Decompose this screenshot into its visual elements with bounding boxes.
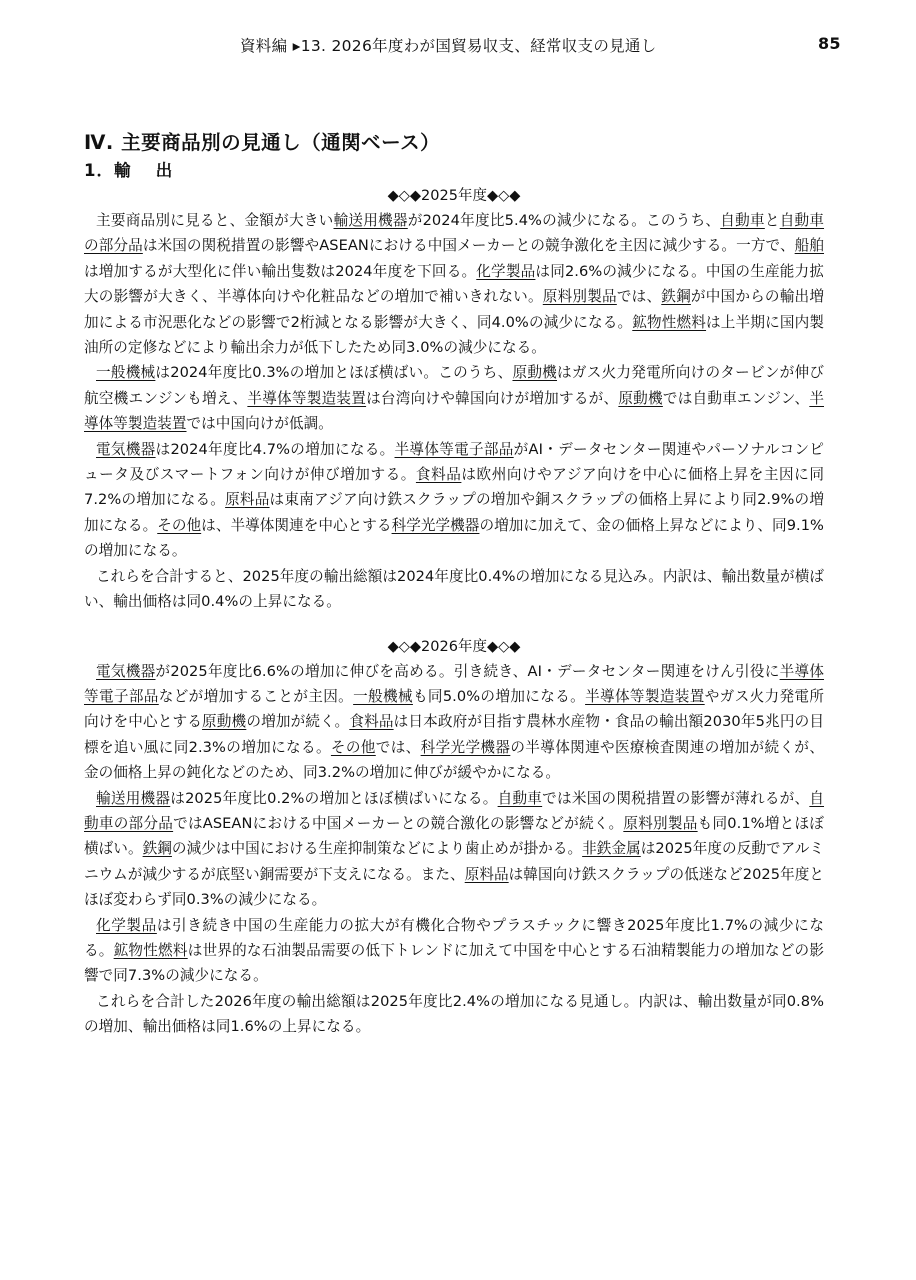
commodity-term: 原料品 [225,491,270,509]
text-run: は2025年度比0.2%の増加とほぼ横ばいになる。 [170,789,498,807]
text-run: は、半導体関連を中心とする [201,516,392,534]
page-number: 85 [818,34,841,53]
text-run: では米国の関税措置の影響が薄れるが、 [542,789,810,807]
paragraph [84,786,824,913]
text-run: が2025年度比6.6%の増加に伸びを高める。引き続き、AI・データセンター関連をけん引役に [155,662,780,680]
text-run: の半導体関連や医療検査関連の増加が続くが、金の価格上昇の鈍化などのため、同3.2%の増加に伸びが緩やかになる。 [84,738,825,782]
commodity-term: 自動車の部分品 [84,789,825,832]
commodity-term: 鉱物性燃料 [113,941,188,959]
commodity-term: 輸送用機器 [333,212,408,229]
text-run: も同5.0%の増加になる。 [412,687,586,705]
paragraph [84,208,824,360]
commodity-term: 自動車 [497,789,543,807]
text-run: ではASEANにおける中国メーカーとの競合激化の影響などが続く。 [173,814,624,832]
text-run: は増加するが大型化に伴い輸出隻数は2024年度を下回る。 [84,262,477,280]
text-run: は韓国向け鉄スクラップの低迷など2025年度とほぼ変わらず同0.3%の減少になる。 [84,865,825,909]
commodity-term: 鉄鋼 [661,288,691,306]
text-run: は欧州向けやアジア向けを中心に価格上昇を主因に同7.2%の増加になる。 [84,466,824,509]
commodity-term: 自動車の部分品 [84,212,825,255]
text-run: は引き続き中国の生産能力の拡大が有機化合物やプラスチックに響き2025年度比1.7%の減少になる。 [84,916,825,959]
commodity-term: 化学製品 [476,262,536,280]
commodity-term: 鉱物性燃料 [632,313,707,331]
text-run: が中国からの輸出増加による市況悪化などの影響で2桁減となる影響が大きく、同4.0%の減少になる。 [84,288,825,331]
text-run: は同2.6%の減少になる。中国の生産能力拡大の影響が大きく、半導体向けや化粧品などの増加で補いきれない。 [84,262,824,306]
text-run: は世界的な石油製品需要の低下トレンドに加えて中国を中心とする石油精製能力の増加などの影響で同7.3%の減少になる。 [84,941,824,985]
year-2026-heading: ◆◇◆2026年度◆◇◆ [387,638,521,655]
commodity-term: 非鉄金属 [582,840,641,858]
subsection-title: 1．輸 出 [84,161,174,180]
commodity-term: 輸送用機器 [96,789,171,807]
text-run: 主要商品別に見ると、金額が大きい [96,212,334,229]
text-run: では、 [375,738,421,756]
text-run: がAI・データセンター関連やパーソナルコンピュータ及びスマートフォン向けが伸び増加する。 [84,440,824,484]
text-run: これらを合計した2026年度の輸出総額は2025年度比2.4%の増加になる見通し。内訳は、輸出数量が同0.8%の増加、輸出価格は同1.6%の上昇になる。 [84,992,824,1036]
text-run: の減少は中国における生産抑制策などにより歯止めが掛かる。 [171,840,583,858]
text-run: は東南アジア向け鉄スクラップの増加や銅スクラップの価格上昇により同2.9%の増加になる。 [84,491,824,534]
commodity-term: 自動車 [720,212,765,229]
text-run: はガス火力発電所向けのタービンが伸び航空機エンジンも増え、 [84,364,825,407]
text-run: では、 [616,288,662,306]
paragraph [84,989,824,1040]
commodity-term: 原動機 [202,713,247,731]
text-run: の増加に加えて、金の価格上昇などにより、同9.1%の増加になる。 [84,516,824,560]
text-run: は2025年度の反動でアルミニウムが減少するが底堅い銅需要が下支えになる。また、 [84,840,825,883]
paragraph [84,913,824,989]
commodity-term: その他 [330,738,376,756]
commodity-term: 原動機 [512,364,558,382]
text-run: は上半期に国内製油所の定修などにより輸出余力が低下したため同3.0%の減少になる。 [84,313,824,357]
page-header [0,32,916,58]
text-run: も同0.1%増とほぼ横ばい。 [84,814,824,858]
commodity-term: 原料別製品 [623,814,698,832]
paragraph [84,659,824,786]
commodity-term: 化学製品 [96,916,157,934]
commodity-term: 半導体等製造装置 [585,687,705,705]
text-run: などが増加することが主因。 [158,687,354,705]
text-run: は米国の関税措置の影響やASEANにおける中国メーカーとの競争激化を主因に減少する。一方で、 [142,237,795,255]
commodity-term: 半導体等製造装置 [84,389,824,433]
commodity-term: 鉄鋼 [142,840,172,858]
commodity-term: 電気機器 [96,662,156,680]
commodity-term: 半導体等電子部品 [394,440,514,458]
text-run: これらを合計すると、2025年度の輸出総額は2024年度比0.4%の増加になる見込み。内訳は、輸出数量が横ばい、輸出価格は同0.4%の上昇になる。 [84,567,824,611]
text-run: は台湾向けや韓国向けが増加するが、 [366,389,619,407]
commodity-term: 一般機械 [353,687,413,705]
commodity-term: 食料品 [415,466,462,484]
main-content [84,128,824,1040]
paragraph [84,437,824,564]
commodity-term: 原料別製品 [542,288,617,306]
year-2025-heading: ◆◇◆2025年度◆◇◆ [387,188,521,204]
year-2025-body [84,208,824,615]
text-run: が2024年度比5.4%の減少になる。このうち、 [407,212,721,229]
text-run: と [764,212,780,229]
paragraph [84,360,824,436]
text-run: やガス火力発電所向けを中心とする [84,687,824,731]
commodity-term: 原料品 [464,865,509,883]
section-title: Ⅳ. 主要商品別の見通し（通関ベース） [84,131,441,154]
running-title: 資料編 ▸13. 2026年度わが国貿易収支、経常収支の見通し [240,37,657,55]
commodity-term: 科学光学機器 [391,516,480,534]
commodity-term: 船舶 [794,237,825,255]
commodity-term: 半導体等製造装置 [247,389,367,407]
text-run: では中国向けが低調。 [186,415,333,433]
commodity-term: 一般機械 [96,364,156,382]
commodity-term: 食料品 [349,713,394,731]
commodity-term: 電気機器 [96,440,156,458]
paragraph [84,564,824,615]
year-2026-body [84,659,824,1040]
text-run: では自動車エンジン、 [662,389,810,407]
commodity-term: 科学光学機器 [420,738,511,756]
commodity-term: 半導体等電子部品 [84,662,825,705]
text-run: は日本政府が目指す農林水産物・食品の輸出額2030年5兆円の目標を追い風に同2.3%の増加になる。 [84,713,824,756]
text-run: は2024年度比0.3%の増加とほぼ横ばい。このうち、 [155,364,513,382]
commodity-term: 原動機 [618,389,663,407]
commodity-term: その他 [157,516,202,534]
text-run: の増加が続く。 [246,713,350,731]
text-run: は2024年度比4.7%の増加になる。 [155,440,395,458]
